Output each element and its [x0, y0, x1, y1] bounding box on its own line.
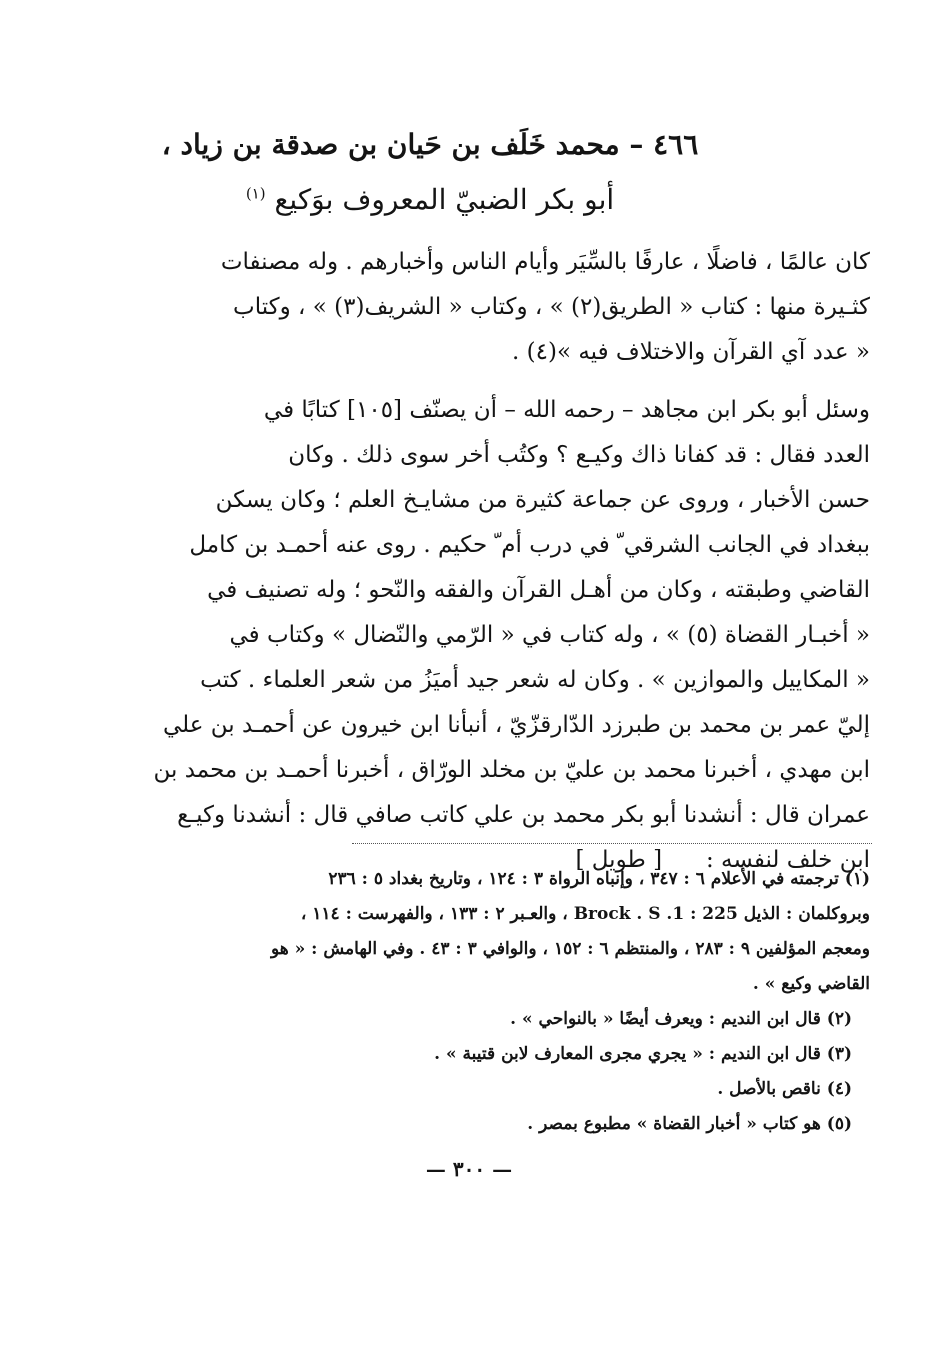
footnote-2: (٢) قال ابن النديم : ويعرف أيضًا « بالنواحي » . — [510, 1009, 852, 1029]
verse-intro: ابن خلف لنفسه : — [705, 847, 870, 873]
paragraph-line: ابن مهدي ، أخبرنا محمد بن عليّ بن مخلد الورّاق ، أخبرنا أحمـد بن محمد بن — [153, 757, 870, 783]
page-number — [0, 1157, 938, 1181]
footnote-5: (٥) هو كتاب « أخبار القضاة » مطبوع بمصر . — [527, 1114, 852, 1134]
paragraph-line: العدد فقال : قد كفانا ذاك وكيـع ؟ وكتُب أخر سوى ذلك . وكان — [288, 442, 870, 468]
footnote-1-cont: القاضي وكيع » . — [752, 974, 870, 994]
footnote-3: (٣) قال ابن النديم : « يجري مجرى المعارف لابن قتيبة » . — [434, 1044, 852, 1064]
paragraph-1 — [150, 240, 870, 375]
paragraph-2 — [150, 388, 870, 883]
paragraph-line: « عدد آي القرآن والاختلاف فيه »(٤) . — [512, 339, 870, 365]
footnote-4: (٤) ناقص بالأصل . — [717, 1079, 852, 1099]
paragraph-line: وسئل أبو بكر ابن مجاهد – رحمه الله – أن يصنّف [١٠٥] كتابًا في — [263, 397, 870, 423]
footnote-1-cont: ومعجم المؤلفين ٩ : ٢٨٣ ، والمنتظم ٦ : ١٥٢ ، والوافي ٣ : ٤٣ . وفي الهامش : « هو — [270, 939, 870, 959]
paragraph-line: إليّ عمر بن محمد بن طبرزد الدّارقزّيّ ، أنبأنا ابن خيرون عن أحمـد بن علي — [162, 712, 870, 738]
paragraph-line: « أخبـار القضاة (٥) » ، وله كتاب في « الرّمي والنّضال » وكتاب في — [229, 622, 870, 648]
verse-meter: [ طويل ] — [575, 847, 663, 873]
paragraph-line: عمران قال : أنشدنا أبو بكر محمد بن علي كاتب صافي قال : أنشدنا وكيـع — [177, 802, 870, 828]
paragraph-line: حسن الأخبار ، وروى عن جماعة كثيرة من مشايـخ العلم ؛ وكان يسكن — [215, 487, 870, 513]
footnote-1-cont: وبروكلمان : الذيل Brock . S .1 : 225 ، والعـبر ٢ : ١٣٣ ، والفهرست : ١١٤ ، — [300, 904, 870, 924]
entry-title-text-1: ٤٦٦ – محمد خَلَف بن حَيان بن صدقة بن زياد ، — [161, 128, 699, 161]
footnote-divider — [352, 843, 872, 844]
entry-title-line-1 — [150, 128, 710, 161]
page-number-text: — ٣٠٠ — — [425, 1157, 513, 1181]
paragraph-line: ببغداد في الجانب الشرقي ّ في درب أم ّ حكيم . روى عنه أحمـد بن كامل — [189, 532, 870, 558]
entry-title-line-2 — [150, 183, 710, 216]
paragraph-line: « المكاييل والموازين » . وكان له شعر جيد أميَزُ من شعر العلماء . كتب — [200, 667, 870, 693]
paragraph-line: كثـيرة منها : كتاب « الطريق(٢) » ، وكتاب « الشريف(٣) » ، وكتاب — [233, 294, 870, 320]
footnote-1: (١) ترجمته في الأعلام ٦ : ٣٤٧ ، وإنباه الرواة ٣ : ١٢٤ ، وتاريخ بغداد ٥ : ٢٣٦ — [328, 869, 870, 889]
footnote-ref-1: (١) — [245, 184, 266, 203]
footnotes — [150, 862, 870, 1142]
entry-title-text-2: أبو بكر الضبيّ المعروف بوَكيع — [274, 183, 615, 216]
paragraph-line: كان عالمًا ، فاضلًا ، عارفًا بالسِّيَر وأيام الناس وأخبارهم . وله مصنفات — [220, 249, 870, 275]
paragraph-line: القاضي وطبقته ، وكان من أهـل القرآن والفقه والنّحو ؛ وله تصنيف في — [207, 577, 870, 603]
